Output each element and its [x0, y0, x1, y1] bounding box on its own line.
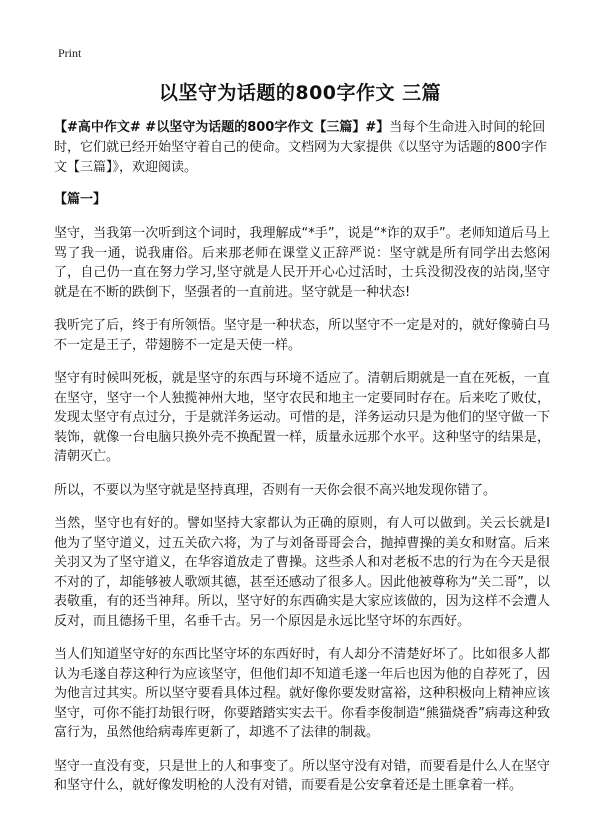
body-paragraph: 所以，不要以为坚守就是坚持真理，否则有一天你会很不高兴地发现你错了。 [54, 482, 497, 498]
body-paragraph: 坚守一直没有变，只是世上的人和事变了。所以坚守没有对错，而要看是什么人在坚守和坚守什么，就好像发明枪的人没有对错，而要看是公安拿着还是土匪拿着一样。 [54, 758, 550, 793]
intro-text: 当每个生命进入时间的轮回时，它们就已经开始坚守着自己的使命。文档网为大家提供《以坚守为话题的800字作文【三篇】》，欢迎阅读。 [54, 120, 547, 175]
body-paragraph: 坚守有时候叫死板，就是坚守的东西与环境不适应了。清朝后期就是一直在死板，一直在坚守，坚守一个人独揽神州大地，坚守农民和地主一定要同时存在。后来吃了败仗，发现太坚守有点过分，于是就洋务运动。可惜的是，洋务运动只是为他们的坚守做一下装饰，就像一台电脑只换外壳不换配置一样，质量永远那个水平。这种坚守的结果是，清朝灭亡。 [54, 371, 550, 464]
intro-tags: 【#高中作文# #以坚守为话题的800字作文【三篇】#】 [54, 120, 390, 135]
body-paragraph: 坚守，当我第一次听到这个词时，我理解成“*手”，说是“*诈的双手”。老师知道后马上骂了我一通，说我庸俗。后来那老师在课堂义正辞严说：坚守就是所有同学出去悠闲了，自己仍一直在努力学习,坚守就是人民开开心心过活时，士兵没彻没夜的站岗,坚守就是在不断的跌倒下，坚强者的一直前进。坚守就是一种状态! [54, 226, 550, 300]
intro-paragraph [54, 118, 550, 178]
print-link[interactable]: Print [58, 46, 82, 60]
section-heading: 【篇一】 [54, 192, 107, 207]
article-title: 以坚守为话题的800字作文 三篇 [158, 82, 442, 104]
body-paragraph: 当人们知道坚守好的东西比坚守坏的东西好时，有人却分不清楚好坏了。比如很多人都认为毛遂自荐这种行为应该坚守，但他们却不知道毛遂一年后也因为他的自荐死了，因为他言过其实。所以坚守要看具体过程。就好像你要发财富裕，这种积极向上精神应该坚守，可你不能打劫银行呀，你要踏踏实实去干。你看李俊制造“熊猫烧香”病毒这种致富行为，虽然他给病毒库更新了，却逃不了法律的制裁。 [54, 647, 550, 740]
body-paragraph: 我听完了后，终于有所领悟。坚守是一种状态，所以坚守不一定是对的，就好像骑白马不一定是王子，带翅膀不一定是天使一样。 [54, 318, 550, 353]
body-paragraph: 当然，坚守也有好的。譬如坚持大家都认为正确的原则，有人可以做到。关云长就是I他为了坚守道义，过五关砍六将，为了与刘备哥哥会合，抛掉曹操的美女和财富。后来关羽又为了坚守道义，在华容道放走了曹操。这些杀人和对老板不忠的行为在今天是很不对的了，却能够被人歌颂其德，甚至还感动了很多人。因此他被尊称为“关二哥”，以表敬重，有的还当神拜。所以，坚守好的东西确实是大家应该做的，因为这样不会遭人反对，而且德扬千里，名垂千古。另一个原因是永远比坚守坏的东西好。 [54, 516, 550, 629]
article-body [54, 118, 550, 796]
